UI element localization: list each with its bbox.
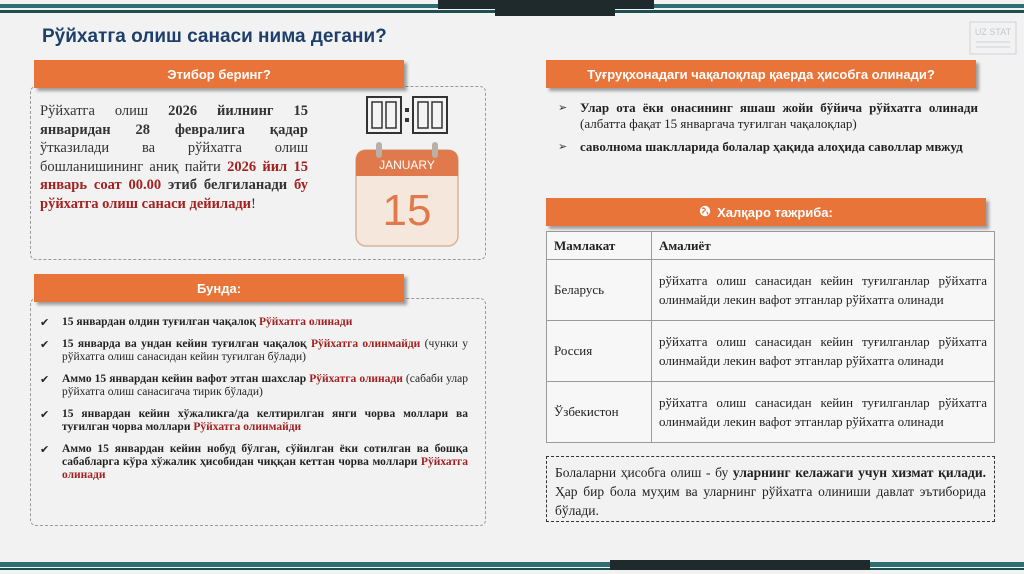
table-row bbox=[547, 382, 995, 443]
checkmark-icon: ✔ bbox=[40, 408, 50, 421]
bottom-dark-strip bbox=[610, 560, 870, 570]
bottom-accent-bar bbox=[0, 562, 1024, 567]
calendar-month: JANUARY bbox=[379, 158, 435, 172]
page-title: Рўйхатга олиш санаси нима дегани? bbox=[42, 26, 387, 47]
logo-mark-icon bbox=[968, 18, 1018, 58]
top-dark-strip bbox=[438, 0, 654, 9]
calendar-icon bbox=[354, 140, 460, 248]
svg-text:UZ STAT: UZ STAT bbox=[974, 27, 1012, 37]
conclusion-note: Болаларни ҳисобга олиш - бу уларнинг келажаги учун хизмат қилади. Ҳар бир бола муҳим ва уларнинг рўйхатга олиниши давлат эътиборида бўлади. bbox=[546, 456, 995, 522]
bunda-header: Бунда: bbox=[34, 274, 404, 302]
list-item: ✔ Аммо 15 январдан кейин вафот этган шахслар Рўйхатга олинади (сабаби улар рўйхатга олиш санасигача тирик бўлади) bbox=[40, 373, 468, 398]
maternity-list bbox=[558, 100, 978, 163]
action-cell: рўйхатга олиш санасидан кейин туғилганлар рўйхатга олинмайди лекин вафот этганлар рўйхатга олинади bbox=[652, 260, 995, 321]
table-row bbox=[547, 321, 995, 382]
checkmark-icon: ✔ bbox=[40, 373, 50, 386]
list-item: ➢ саволнома шаклларида болалар ҳақида алоҳида саволлар мвжуд bbox=[558, 139, 963, 154]
column-header-action: Амалиёт bbox=[652, 232, 995, 260]
arrow-bullet-icon: ➢ bbox=[558, 140, 568, 153]
action-cell: рўйхатга олиш санасидан кейин туғилганлар рўйхатга олинмайди лекин вафот этганлар рўйхатга олинади bbox=[652, 382, 995, 443]
country-cell: Беларусь bbox=[547, 260, 652, 321]
country-cell: Ўзбекистон bbox=[547, 382, 652, 443]
international-header: Халқаро тажриба: bbox=[546, 198, 986, 226]
top-dark-strip-small bbox=[495, 9, 615, 16]
statistics-logo bbox=[968, 18, 1018, 58]
table-header-row bbox=[547, 232, 995, 260]
arrow-bullet-icon: ➢ bbox=[558, 101, 568, 114]
list-item: ✔ 15 январдан олдин туғилган чақалоқ Рўйхатга олинади bbox=[40, 316, 353, 329]
list-item: ➢ Улар ота ёки онасининг яшаш жойи бўйича рўйхатга олинади (албатта фақат 15 январгача туғилган чақалоқлар) bbox=[558, 100, 978, 131]
checkmark-icon: ✔ bbox=[40, 316, 50, 329]
country-cell: Россия bbox=[547, 321, 652, 382]
maternity-header: Туғруқхонадаги чақалоқлар қаерда ҳисобга олинади? bbox=[546, 60, 976, 88]
globe-icon bbox=[699, 205, 711, 220]
calendar-day: 15 bbox=[382, 186, 432, 235]
action-cell: рўйхатга олиш санасидан кейин туғилганлар рўйхатга олинмайди лекин вафот этганлар рўйхатга олинади bbox=[652, 321, 995, 382]
bottom-accent-bar-thin bbox=[0, 568, 1024, 570]
attention-text: Рўйхатга олиш 2026 йилнинг 15 январидан 28 февралига қадар ўтказилади ва рўйхатга олиш бошланишининг аниқ пайти 2026 йил 15 январь соат 00.00 этиб белгиланади бу рўйхатга олиш санаси дейилади! bbox=[40, 103, 308, 212]
checkmark-icon: ✔ bbox=[40, 338, 50, 351]
table-row bbox=[547, 260, 995, 321]
international-table bbox=[546, 231, 995, 443]
list-item: ✔ 15 январда ва ундан кейин туғилган чақалоқ Рўйхатга олинмайди (чунки у рўйхатга олиш санасидан кейин туғилган бўлади) bbox=[40, 338, 468, 363]
list-item: ✔ 15 январдан кейин хўжаликга/да келтирилган янги чорва моллари ва туғилган чорва моллари Рўйхатга олинмайди bbox=[40, 408, 468, 433]
digital-clock-icon bbox=[366, 96, 448, 134]
list-item: ✔ Аммо 15 январдан кейин нобуд бўлган, сўйилган ёки сотилган ва бошқа сабабларга кўра хўжалик ҳисобидан чиққан кеттан чорва моллари Рўйхатга олинади bbox=[40, 443, 468, 481]
bunda-list bbox=[40, 316, 468, 491]
checkmark-icon: ✔ bbox=[40, 443, 50, 456]
column-header-country: Мамлакат bbox=[547, 232, 652, 260]
attention-header: Этибор беринг? bbox=[34, 60, 404, 88]
